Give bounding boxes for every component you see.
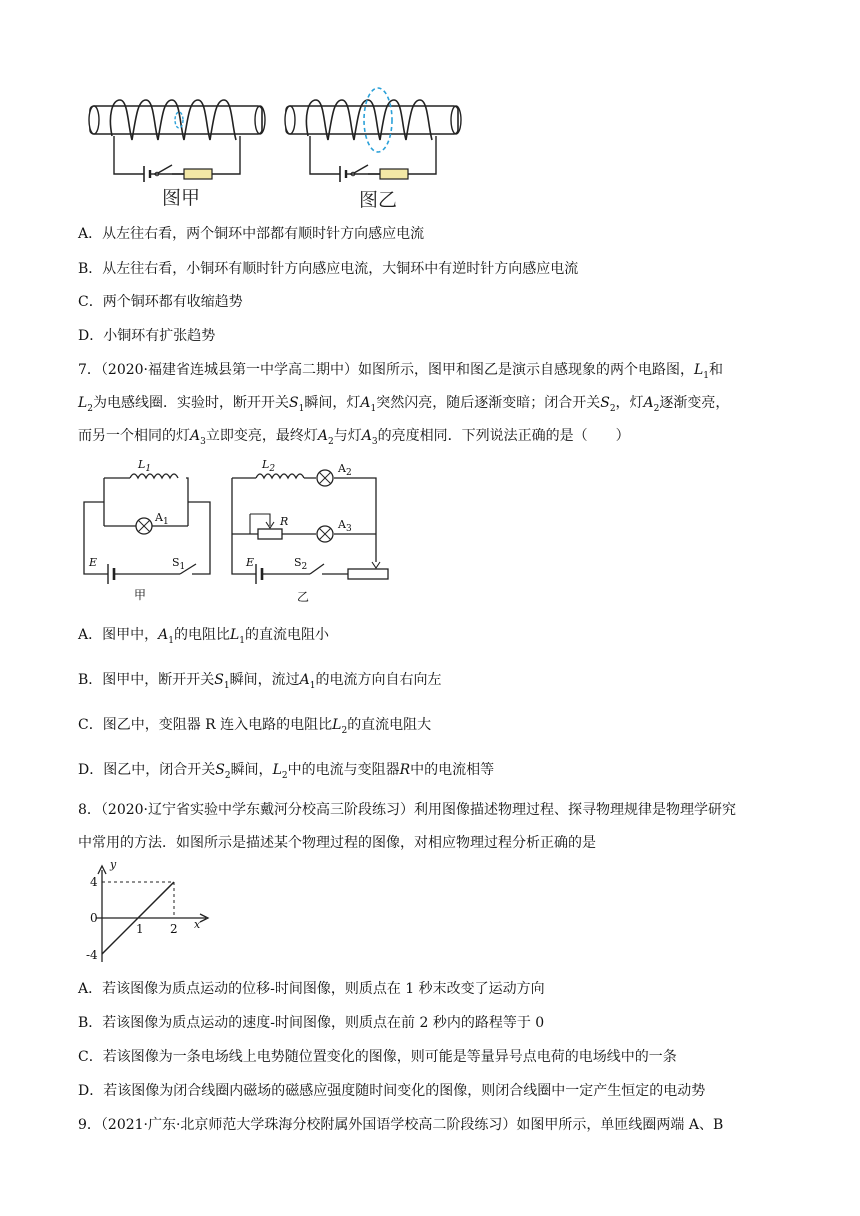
q8-stem-line2: 中常用的方法．如图所示是描述某个物理过程的图像，对相应物理过程分析正确的是	[78, 835, 596, 851]
q7-left-E-label: E	[89, 556, 98, 569]
coil-figure	[84, 86, 474, 210]
q7-stem-line3: 而另一个相同的灯$A_3$立即变亮，最终灯$A_2$与灯$A_3$的亮度相同．下列说法正确的是（ ）	[78, 428, 630, 447]
q8-tick-y-0: 0	[90, 911, 98, 925]
q8-tick-y-neg4: -4	[86, 948, 98, 962]
q7-right-L-label: $L_2$	[262, 458, 276, 475]
q7-option-a[interactable]: A．图甲中，$A_1$的电阻比$L_1$的直流电阻小	[78, 627, 330, 646]
q7-option-c[interactable]: C．图乙中，变阻器 R 连入电路的电阻比$L_2$的直流电阻大	[78, 717, 432, 736]
q7-left-caption: 甲	[134, 588, 147, 602]
coil-left	[89, 100, 265, 182]
q7-right-caption: 乙	[297, 590, 310, 604]
q7-stem-line1: 7．（2020·福建省连城县第一中学高二期中）如图所示，图甲和图乙是演示自感现象的两个电路图，$L_1$和	[78, 362, 724, 381]
q7-left-A-label: $A_1$	[155, 511, 169, 528]
q7-left-L-label: $L_1$	[138, 458, 152, 475]
q8-option-b[interactable]: B．若该图像为质点运动的速度-时间图像，则质点在前 2 秒内的路程等于 0	[78, 1015, 545, 1031]
q6-option-c[interactable]: C．两个铜环都有收缩趋势	[78, 294, 243, 310]
figure-label-right: 图乙	[359, 189, 398, 211]
q7-right-S-label: $S_2$	[294, 556, 308, 573]
q8-option-c[interactable]: C．若该图像为一条电场线上电势随位置变化的图像，则可能是等量异号点电荷的电场线中的一条	[78, 1049, 677, 1065]
q7-stem-line2: $L_2$为电感线圈．实验时，断开开关$S_1$瞬间，灯$A_1$突然闪亮，随后逐渐变暗；闭合开关$S_2$，灯$A_2$逐渐变亮，	[78, 395, 730, 414]
large-copper-ring	[364, 88, 392, 152]
q6-option-d[interactable]: D．小铜环有扩张趋势	[78, 328, 216, 344]
coil-right	[285, 88, 461, 182]
q7-circuit-right	[226, 456, 396, 606]
q7-right-A2-label: $A_2$	[338, 462, 352, 479]
q8-tick-y-4: 4	[90, 875, 98, 889]
q7-right-A3-label: $A_3$	[338, 518, 352, 535]
q7-right-E-label: E	[246, 556, 255, 569]
q7-option-b[interactable]: B．图甲中，断开开关$S_1$瞬间，流过$A_1$的电流方向自右向左	[78, 672, 442, 691]
figure-label-left: 图甲	[162, 187, 201, 209]
q7-option-d[interactable]: D．图乙中，闭合开关$S_2$瞬间，$L_2$中的电流与变阻器R中的电流相等	[78, 762, 495, 781]
q7-circuit-left	[80, 456, 220, 606]
q8-stem-line1: 8．（2020·辽宁省实验中学东戴河分校高三阶段练习）利用图像描述物理过程、探寻物理规律是物理学研究	[78, 802, 736, 818]
q7-right-R-label: R	[280, 515, 289, 528]
q8-option-a[interactable]: A．若该图像为质点运动的位移-时间图像，则质点在 1 秒末改变了运动方向	[78, 981, 545, 997]
q6-option-a[interactable]: A．从左往右看，两个铜环中部都有顺时针方向感应电流	[78, 226, 425, 242]
q8-tick-x-2: 2	[170, 922, 178, 936]
q7-left-S-label: $S_1$	[172, 556, 186, 573]
q8-y-axis-label: y	[110, 858, 117, 871]
q8-option-d[interactable]: D．若该图像为闭合线圈内磁场的磁感应强度随时间变化的图像，则闭合线圈中一定产生恒定的电动势	[78, 1083, 706, 1099]
q8-x-axis-label: x	[194, 918, 201, 931]
q8-graph	[82, 862, 214, 966]
q8-tick-x-1: 1	[136, 922, 144, 936]
q6-option-b[interactable]: B．从左往右看，小铜环有顺时针方向感应电流，大铜环中有逆时针方向感应电流	[78, 261, 579, 277]
q9-stem-line1: 9．（2021·广东·北京师范大学珠海分校附属外国语学校高二阶段练习）如图甲所示，单匝线圈两端 A、B	[78, 1117, 724, 1133]
